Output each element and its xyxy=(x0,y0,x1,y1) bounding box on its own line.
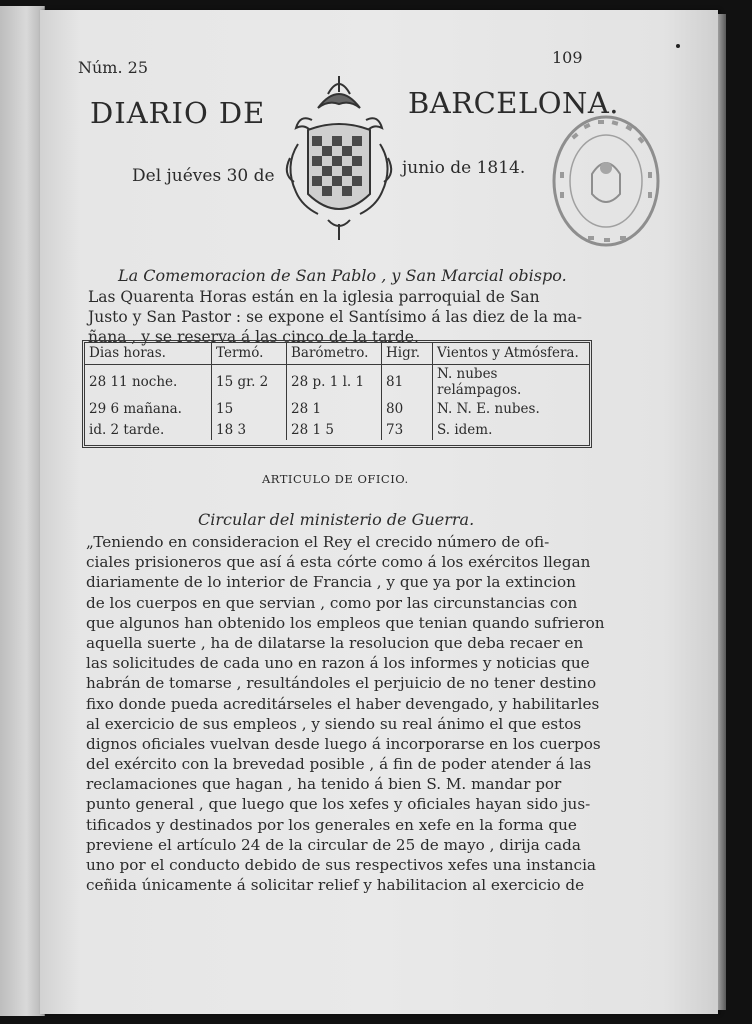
body-line: que algunos han obtenido los empleos que tenian quando sufrieron xyxy=(86,613,605,632)
cell-higr: 81 xyxy=(382,365,433,399)
cell-baro: 28 1 5 xyxy=(287,419,382,440)
section-heading: ARTICULO DE OFICIO. xyxy=(262,472,409,486)
cell-baro: 28 1 xyxy=(287,398,382,419)
weather-table-header xyxy=(85,343,589,365)
body-line: al exercicio de sus empleos , y siendo su real ánimo el que estos xyxy=(86,714,582,733)
cell-termo: 15 xyxy=(212,398,287,419)
table-row xyxy=(85,398,589,419)
body-line: uno por el conducto debido de sus respectivos xefes una instancia xyxy=(86,856,596,874)
body-line: ceñida únicamente á solicitar relief y habilitacion al exercicio de xyxy=(86,876,585,895)
body-line: diariamente de lo interior de Francia , y que ya por la extincion xyxy=(86,573,576,592)
body-line: ciales prisioneros que así á esta córte como á los exércitos llegan xyxy=(86,553,591,572)
col-vientos: Vientos y Atmósfera. xyxy=(433,343,590,365)
body-line: habrán de tomarse , resultándoles el perjuicio de no tener destino xyxy=(86,674,597,693)
cell-termo: 15 gr. 2 xyxy=(212,365,287,399)
cell-vientos: N. N. E. nubes. xyxy=(437,401,540,417)
cell-higr: 73 xyxy=(382,419,433,440)
circular-title: Circular del ministerio de Guerra. xyxy=(198,510,475,529)
masthead-title-left: DIARIO DE xyxy=(90,96,266,130)
col-higrometro: Higr. xyxy=(382,343,433,365)
right-page-edge xyxy=(718,14,726,1010)
quarenta-horas-line-3: ñana , y se reserva á las cinco de la tarde. xyxy=(88,328,419,346)
col-barometro: Barómetro. xyxy=(287,343,382,365)
body-line: punto general , que luego que los xefes y oficiales hayan sido jus- xyxy=(86,795,591,814)
weather-table xyxy=(82,340,592,448)
cell-baro: 28 p. 1 l. 1 xyxy=(287,365,382,399)
ink-spot xyxy=(676,44,680,48)
library-stamp-icon xyxy=(548,112,664,250)
col-termometro: Termó. xyxy=(212,343,287,365)
table-row xyxy=(85,419,589,440)
body-line: previene el artículo 24 de la circular de 25 de mayo , dirija cada xyxy=(86,835,581,854)
body-line: tificados y destinados por los generales en xefe en la forma que xyxy=(86,815,577,834)
issue-date-right: junio de 1814. xyxy=(402,158,526,178)
cell-dias: 29 6 mañana. xyxy=(85,398,212,419)
issue-date-left: Del juéves 30 de xyxy=(132,166,275,186)
body-line: dignos oficiales vuelvan desde luego á incorporarse en los cuerpos xyxy=(86,734,601,753)
body-line: reclamaciones que hagan , ha tenido á bien S. M. mandar por xyxy=(86,775,562,794)
cell-higr: 80 xyxy=(382,398,433,419)
left-page-edge xyxy=(0,6,45,1016)
masthead-title-right: BARCELONA. xyxy=(408,86,620,120)
body-line: aquella suerte , ha de dilatarse la resolucion que deba recaer en xyxy=(86,633,584,652)
cell-vientos: S. idem. xyxy=(437,422,493,438)
quarenta-horas-line-1: Las Quarenta Horas están en la iglesia parroquial de San xyxy=(88,288,540,306)
col-dias-horas: Dias horas. xyxy=(85,343,212,365)
cell-dias: 28 11 noche. xyxy=(85,365,212,399)
body-line: de los cuerpos en que servian , como por las circunstancias con xyxy=(86,593,578,612)
body-line: fixo donde pueda acreditárseles el haber devengado, y habilitarles xyxy=(86,694,600,713)
cell-dias: id. 2 tarde. xyxy=(85,419,212,440)
circular-body xyxy=(86,532,606,895)
barcelona-crest-icon xyxy=(278,74,400,244)
cell-termo: 18 3 xyxy=(212,419,287,440)
body-line: del exército con la brevedad posible , á fin de poder atender á las xyxy=(86,755,592,774)
table-row xyxy=(85,365,589,399)
cell-vientos: N. nubes relámpagos. xyxy=(437,366,522,398)
issue-number: Núm. 25 xyxy=(78,58,149,77)
body-line: „Teniendo en consideracion el Rey el crecido número de ofi- xyxy=(86,533,550,551)
page-number: 109 xyxy=(552,48,583,67)
saints-of-the-day: La Comemoracion de San Pablo , y San Marcial obispo. xyxy=(118,266,567,285)
body-line: las solicitudes de cada uno en razon á los informes y noticias que xyxy=(86,654,590,673)
quarenta-horas-line-2: Justo y San Pastor : se expone el Santísimo á las diez de la ma- xyxy=(88,308,583,326)
